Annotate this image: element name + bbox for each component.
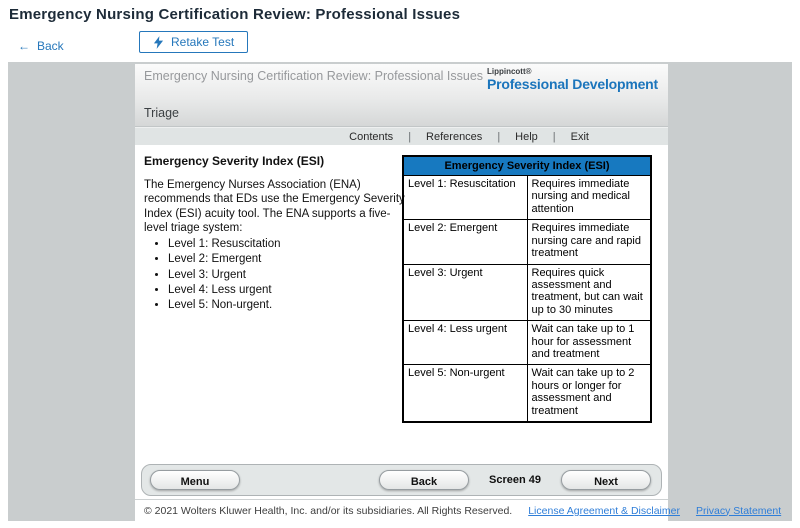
lesson-title: Triage [144, 106, 179, 120]
retake-test-label: Retake Test [171, 35, 235, 49]
copyright-text: © 2021 Wolters Kluwer Health, Inc. and/or its subsidiaries. All Rights Reserved. [144, 504, 513, 517]
privacy-statement-link[interactable]: Privacy Statement [695, 504, 782, 517]
logo-bottom-text: Professional Development [486, 76, 658, 92]
description-cell: Wait can take up to 2 hours or longer for assessment and treatment [527, 365, 651, 422]
esi-table-body [403, 176, 651, 423]
next-button[interactable]: Next [561, 470, 651, 490]
content-heading: Emergency Severity Index (ESI) [144, 154, 325, 168]
level-cell: Level 5: Non-urgent [403, 365, 527, 422]
page-title: Emergency Nursing Certification Review: Professional Issues [9, 6, 461, 23]
content-text [144, 178, 412, 313]
player-navbar [135, 127, 668, 145]
level-cell: Level 1: Resuscitation [403, 176, 527, 220]
nav-item[interactable]: Help [515, 130, 538, 143]
description-cell: Requires immediate nursing care and rapid treatment [527, 220, 651, 264]
esi-bullet-item: • Level 5: Non-urgent. [168, 298, 412, 312]
lightning-bolt-icon [153, 36, 164, 49]
nav-separator: | [552, 130, 556, 143]
content-paragraph: The Emergency Nurses Association (ENA) recommends that EDs use the Emergency Severity Index (ESI) acuity tool. The ENA supports a five-level triage system: [144, 179, 405, 234]
nav-separator: | [408, 130, 412, 143]
retake-test-button[interactable] [139, 31, 248, 53]
player-backdrop [8, 62, 792, 521]
esi-bullet-item: • Level 4: Less urgent [168, 283, 412, 297]
esi-bullet-list [144, 237, 412, 312]
description-cell: Wait can take up to 1 hour for assessment and treatment [527, 321, 651, 365]
table-row [403, 220, 651, 264]
esi-bullet-item: • Level 3: Urgent [168, 268, 412, 282]
table-row [403, 365, 651, 422]
back-link[interactable] [18, 39, 64, 53]
screen-number: Screen 49 [489, 474, 541, 486]
esi-table [402, 155, 652, 423]
esi-bullet-item: • Level 2: Emergent [168, 252, 412, 266]
table-row [403, 176, 651, 220]
nav-item[interactable]: References [426, 130, 483, 143]
description-cell: Requires immediate nursing and medical attention [527, 176, 651, 220]
license-agreement-link[interactable]: License Agreement & Disclaimer [528, 504, 680, 517]
level-cell: Level 3: Urgent [403, 264, 527, 321]
course-title: Emergency Nursing Certification Review: Professional Issues [144, 69, 484, 83]
back-arrow-icon: ← [18, 39, 30, 53]
esi-bullet-item: • Level 1: Resuscitation [168, 237, 412, 251]
back-button[interactable]: Back [379, 470, 469, 490]
lesson-content [135, 145, 668, 464]
player-footer [135, 499, 782, 521]
table-row [403, 321, 651, 365]
player-controls-bar [141, 464, 662, 496]
nav-item[interactable]: Exit [570, 130, 589, 143]
nav-separator: | [497, 130, 501, 143]
player-header [135, 64, 668, 127]
nav-item[interactable]: Contents [349, 130, 394, 143]
lippincott-logo [487, 67, 658, 92]
table-row [403, 264, 651, 321]
level-cell: Level 4: Less urgent [403, 321, 527, 365]
logo-top-text: Lippincott® [486, 67, 532, 76]
back-link-label: Back [37, 39, 64, 53]
description-cell: Requires quick assessment and treatment, but can wait up to 30 minutes [527, 264, 651, 321]
esi-table-title: Emergency Severity Index (ESI) [403, 156, 651, 176]
menu-button[interactable]: Menu [150, 470, 240, 490]
course-player [135, 64, 782, 521]
controls-right-group [379, 470, 651, 490]
level-cell: Level 2: Emergent [403, 220, 527, 264]
